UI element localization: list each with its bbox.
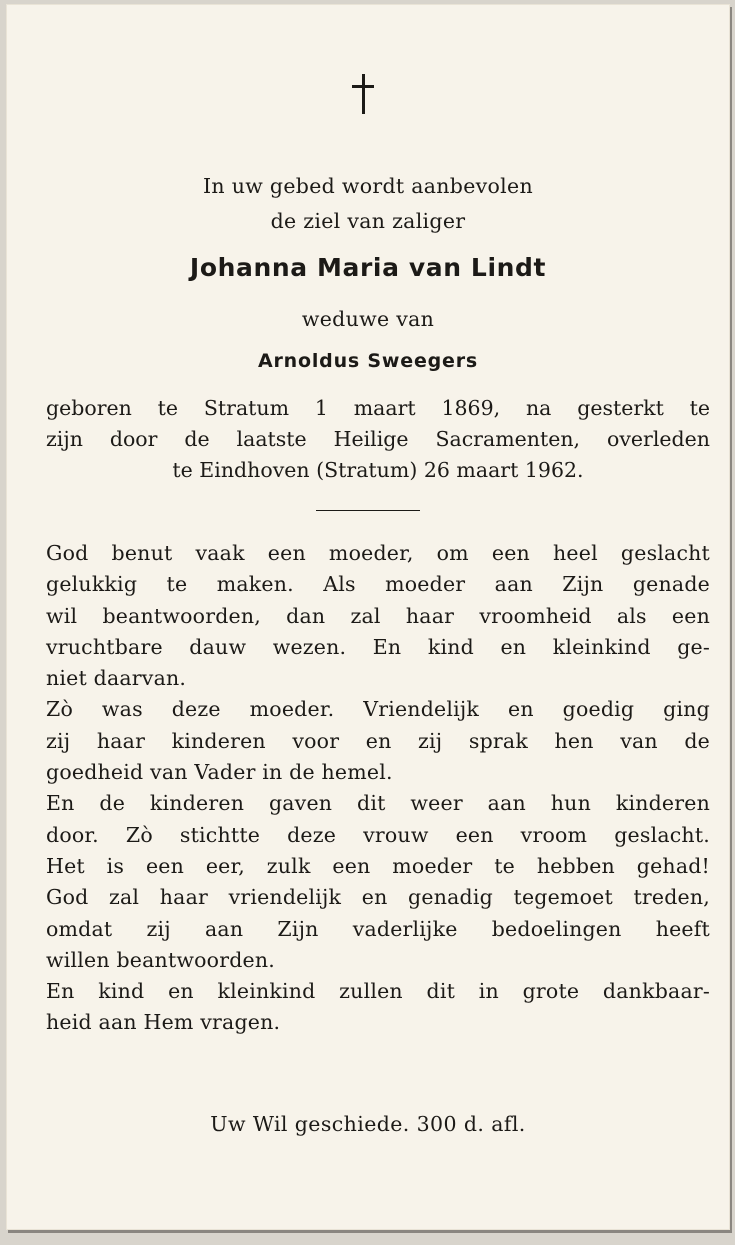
intro-line-1: In uw gebed wordt aanbevolen <box>203 174 533 198</box>
intro-line-2: de ziel van zaliger <box>270 209 466 233</box>
text-line: wil beantwoorden, dan zal haar vroomheid als een <box>46 603 710 628</box>
text-line: Zò was deze moeder. Vriendelijk en goedig ging <box>46 697 710 722</box>
text-line: En de kinderen gaven dit weer aan hun kinderen <box>46 791 710 816</box>
text-line: heid aan Hem vragen. <box>46 1010 281 1035</box>
memorial-text <box>46 538 710 1039</box>
deceased-name: Johanna Maria van Lindt <box>189 253 547 282</box>
text-line: En kind en kleinkind zullen dit in grote dankbaar- <box>46 979 710 1004</box>
text-line: willen beantwoorden. <box>46 947 275 972</box>
text-line: gelukkig te maken. Als moeder aan Zijn genade <box>46 572 710 597</box>
birth-death-line: geboren te Stratum 1 maart 1869, na gesterkt te <box>46 396 710 420</box>
text-line: zij haar kinderen voor en zij sprak hen van de <box>46 728 710 753</box>
birth-death-line: zijn door de laatste Heilige Sacramenten, overleden <box>46 427 710 451</box>
cross-icon <box>352 74 374 114</box>
text-line: niet daarvan. <box>46 666 187 691</box>
spouse-name: Arnoldus Sweegers <box>258 350 478 372</box>
text-line: omdat zij aan Zijn vaderlijke bedoelingen heeft <box>46 916 710 941</box>
relation-text: weduwe van <box>301 307 435 331</box>
birth-death-paragraph <box>46 393 710 486</box>
text-line: God benut vaak een moeder, om een heel geslacht <box>46 541 710 565</box>
text-line: God zal haar vriendelijk en genadig tegemoet treden, <box>46 885 710 910</box>
closing-line: Uw Wil geschiede. 300 d. afl. <box>210 1112 526 1136</box>
text-line: Het is een eer, zulk een moeder te hebben gehad! <box>46 853 710 878</box>
divider-line <box>316 510 420 511</box>
text-line: goedheid van Vader in de hemel. <box>46 760 393 785</box>
birth-death-line: te Eindhoven (Stratum) 26 maart 1962. <box>172 458 584 482</box>
text-line: vruchtbare dauw wezen. En kind en kleinkind ge- <box>46 634 710 659</box>
memorial-card <box>6 4 730 1230</box>
text-line: door. Zò stichtte deze vrouw een vroom geslacht. <box>46 822 710 847</box>
